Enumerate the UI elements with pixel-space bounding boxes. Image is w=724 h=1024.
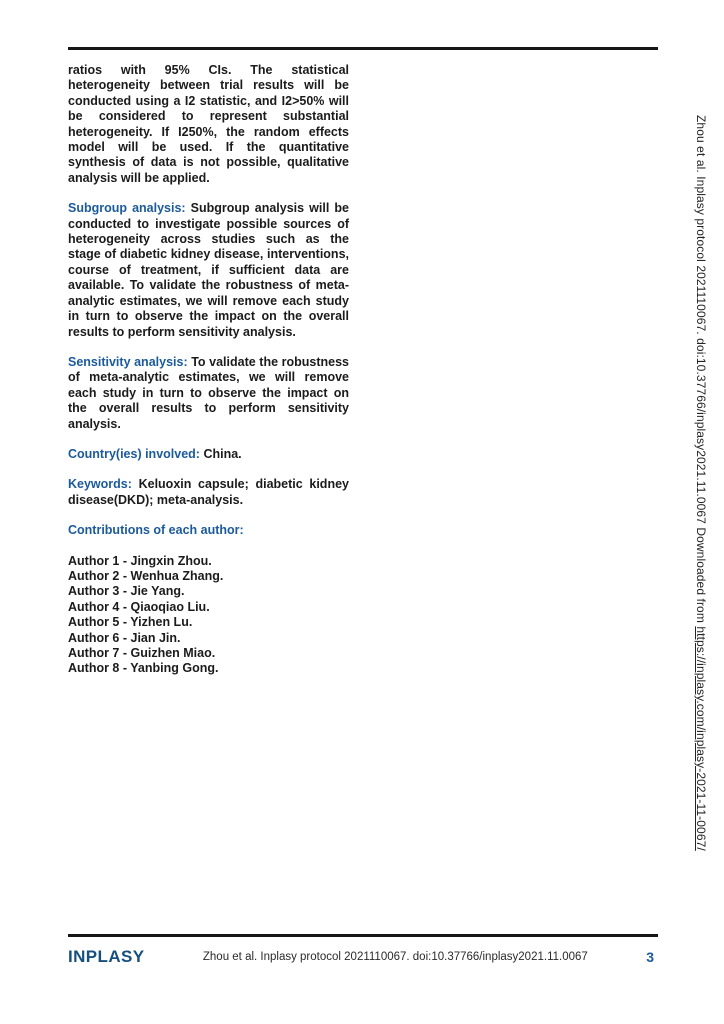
author-line: Author 4 - Qiaoqiao Liu. — [68, 599, 210, 614]
paragraph-keywords — [68, 477, 349, 508]
inplasy-logo: INPLASY — [68, 947, 145, 966]
paragraph-sensitivity-analysis — [68, 355, 349, 432]
author-line: Author 8 - Yanbing Gong. — [68, 661, 219, 676]
paragraph-text: To validate the robustness of meta-analytic estimates, we will remove each study in turn to observe the impact on the overall results to perform sensitivity analysis. — [68, 354, 349, 431]
author-line: Author 3 - Jie Yang. — [68, 584, 185, 599]
section-label-subgroup-analysis: Subgroup analysis: — [68, 201, 186, 216]
section-label-country-involved: Country(ies) involved: — [68, 446, 200, 461]
paragraph-country-involved — [68, 447, 349, 462]
section-label-sensitivity-analysis: Sensitivity analysis: — [68, 354, 188, 369]
author-line: Author 7 - Guizhen Miao. — [68, 646, 216, 660]
paragraph-text: Subgroup analysis will be conducted to investigate possible sources of heterogeneity across studies such as the stage of diabetic kidney disease, interventions, course of treatment, if sufficient data are available. To validate the robustness of meta-analytic estimates, we will remove each study in turn to observe the impact on the overall results to perform sensitivity analysis. — [68, 201, 349, 339]
section-label-contributions: Contributions of each author: — [68, 523, 244, 538]
sidebar-citation-url-link[interactable]: https://inplasy.com/inplasy-2021-11-0067/ — [694, 626, 708, 851]
author-line: Author 1 - Jingxin Zhou. — [68, 553, 212, 568]
author-line: Author 5 - Yizhen Lu. — [68, 615, 193, 630]
top-rule — [68, 47, 658, 50]
sidebar-citation-text: Zhou et al. Inplasy protocol 2021110067. doi:10.37766/inplasy2021.11.0067 Downloaded from — [694, 115, 708, 627]
author-line: Author 6 - Jian Jin. — [68, 630, 181, 645]
footer-rule — [68, 934, 658, 937]
paragraph-statistical-analysis — [68, 63, 349, 186]
body-text-column — [68, 63, 349, 692]
page-number: 3 — [646, 949, 654, 965]
footer — [68, 947, 658, 967]
author-list — [68, 554, 349, 677]
paragraph-text: Keluoxin capsule; diabetic kidney disease(DKD); meta-analysis. — [68, 477, 349, 507]
sidebar-vertical-citation — [694, 115, 708, 851]
section-label-keywords: Keywords: — [68, 477, 132, 492]
paragraph-text: China. — [203, 446, 242, 461]
author-line: Author 2 - Wenhua Zhang. — [68, 568, 224, 583]
paragraph-text: ratios with 95% CIs. The statistical heterogeneity between trial results will be conducted using a I2 statistic, and I2>50% will be considered to represent substantial heterogeneity. If I250%, the random effects model will be used. If the quantitative synthesis of data is not possible, qualitative analysis will be applied. — [68, 63, 349, 185]
paragraph-subgroup-analysis — [68, 201, 349, 340]
footer-citation-text: Zhou et al. Inplasy protocol 2021110067. doi:10.37766/inplasy2021.11.0067 — [202, 951, 588, 963]
